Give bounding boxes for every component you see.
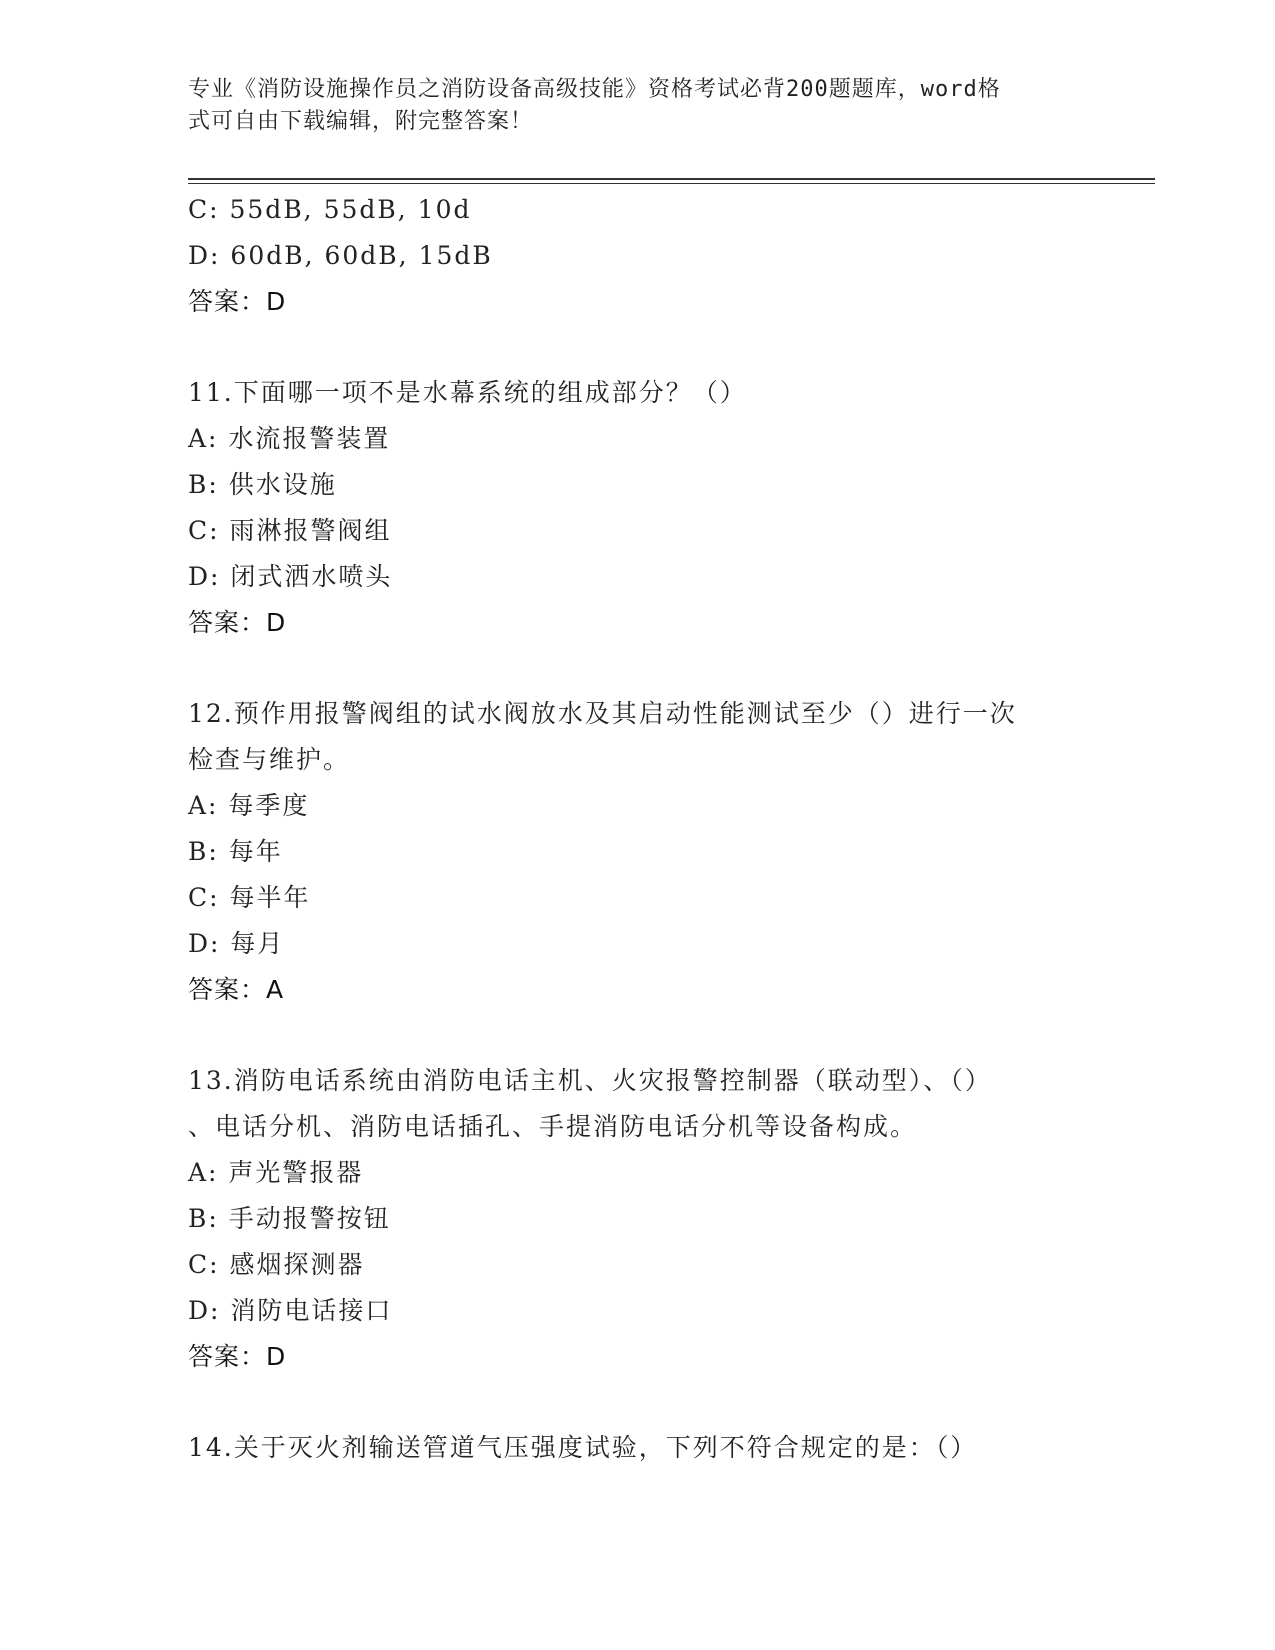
question-block-14 (188, 1425, 1088, 1471)
question-block-12 (188, 691, 1088, 1013)
option-b: B: 供水设施 (188, 470, 337, 499)
option-d: D: 消防电话接口 (188, 1296, 393, 1325)
spacer (188, 646, 1088, 691)
spacer (188, 1013, 1088, 1058)
document-header (188, 74, 1068, 138)
option-c: C: 雨淋报警阀组 (188, 516, 392, 545)
question-block-partial (188, 187, 1088, 325)
option-c: C: 每半年 (188, 883, 311, 912)
question-stem: 12.预作用报警阀组的试水阀放水及其启动性能测试至少（）进行一次 (188, 699, 1017, 728)
question-list (188, 187, 1088, 1471)
option-b: B: 手动报警按钮 (188, 1204, 391, 1233)
question-stem: 11.下面哪一项不是水幕系统的组成部分？（） (188, 378, 747, 407)
question-stem-continued: 、电话分机、消防电话插孔、手提消防电话分机等设备构成。 (188, 1112, 918, 1141)
option-a: A: 水流报警装置 (188, 424, 391, 453)
option-c: C: 55dB, 55dB, 10d (188, 195, 472, 224)
option-d: D: 闭式洒水喷头 (188, 562, 393, 591)
option-c: C: 感烟探测器 (188, 1250, 365, 1279)
answer-line: 答案：D (188, 1342, 287, 1371)
option-b: B: 每年 (188, 837, 283, 866)
answer-line: 答案：D (188, 287, 287, 316)
header-rule-thin (188, 183, 1155, 184)
question-stem: 14.关于灭火剂输送管道气压强度试验，下列不符合规定的是：（） (188, 1433, 978, 1462)
question-stem: 13.消防电话系统由消防电话主机、火灾报警控制器（联动型）、（） (188, 1066, 992, 1095)
option-d: D: 每月 (188, 929, 285, 958)
header-line-1: 专业《消防设施操作员之消防设备高级技能》资格考试必背200题题库，word格 (188, 77, 1001, 102)
header-rule-thick (188, 178, 1155, 180)
option-a: A: 每季度 (188, 791, 310, 820)
header-line-2: 式可自由下载编辑，附完整答案！ (188, 109, 534, 134)
spacer (188, 325, 1088, 370)
question-block-11 (188, 370, 1088, 646)
question-stem-continued: 检查与维护。 (188, 745, 351, 774)
answer-line: 答案：D (188, 608, 287, 637)
spacer (188, 1380, 1088, 1425)
question-block-13 (188, 1058, 1088, 1380)
option-a: A: 声光警报器 (188, 1158, 364, 1187)
option-d: D: 60dB, 60dB, 15dB (188, 241, 493, 270)
answer-line: 答案：A (188, 975, 285, 1004)
